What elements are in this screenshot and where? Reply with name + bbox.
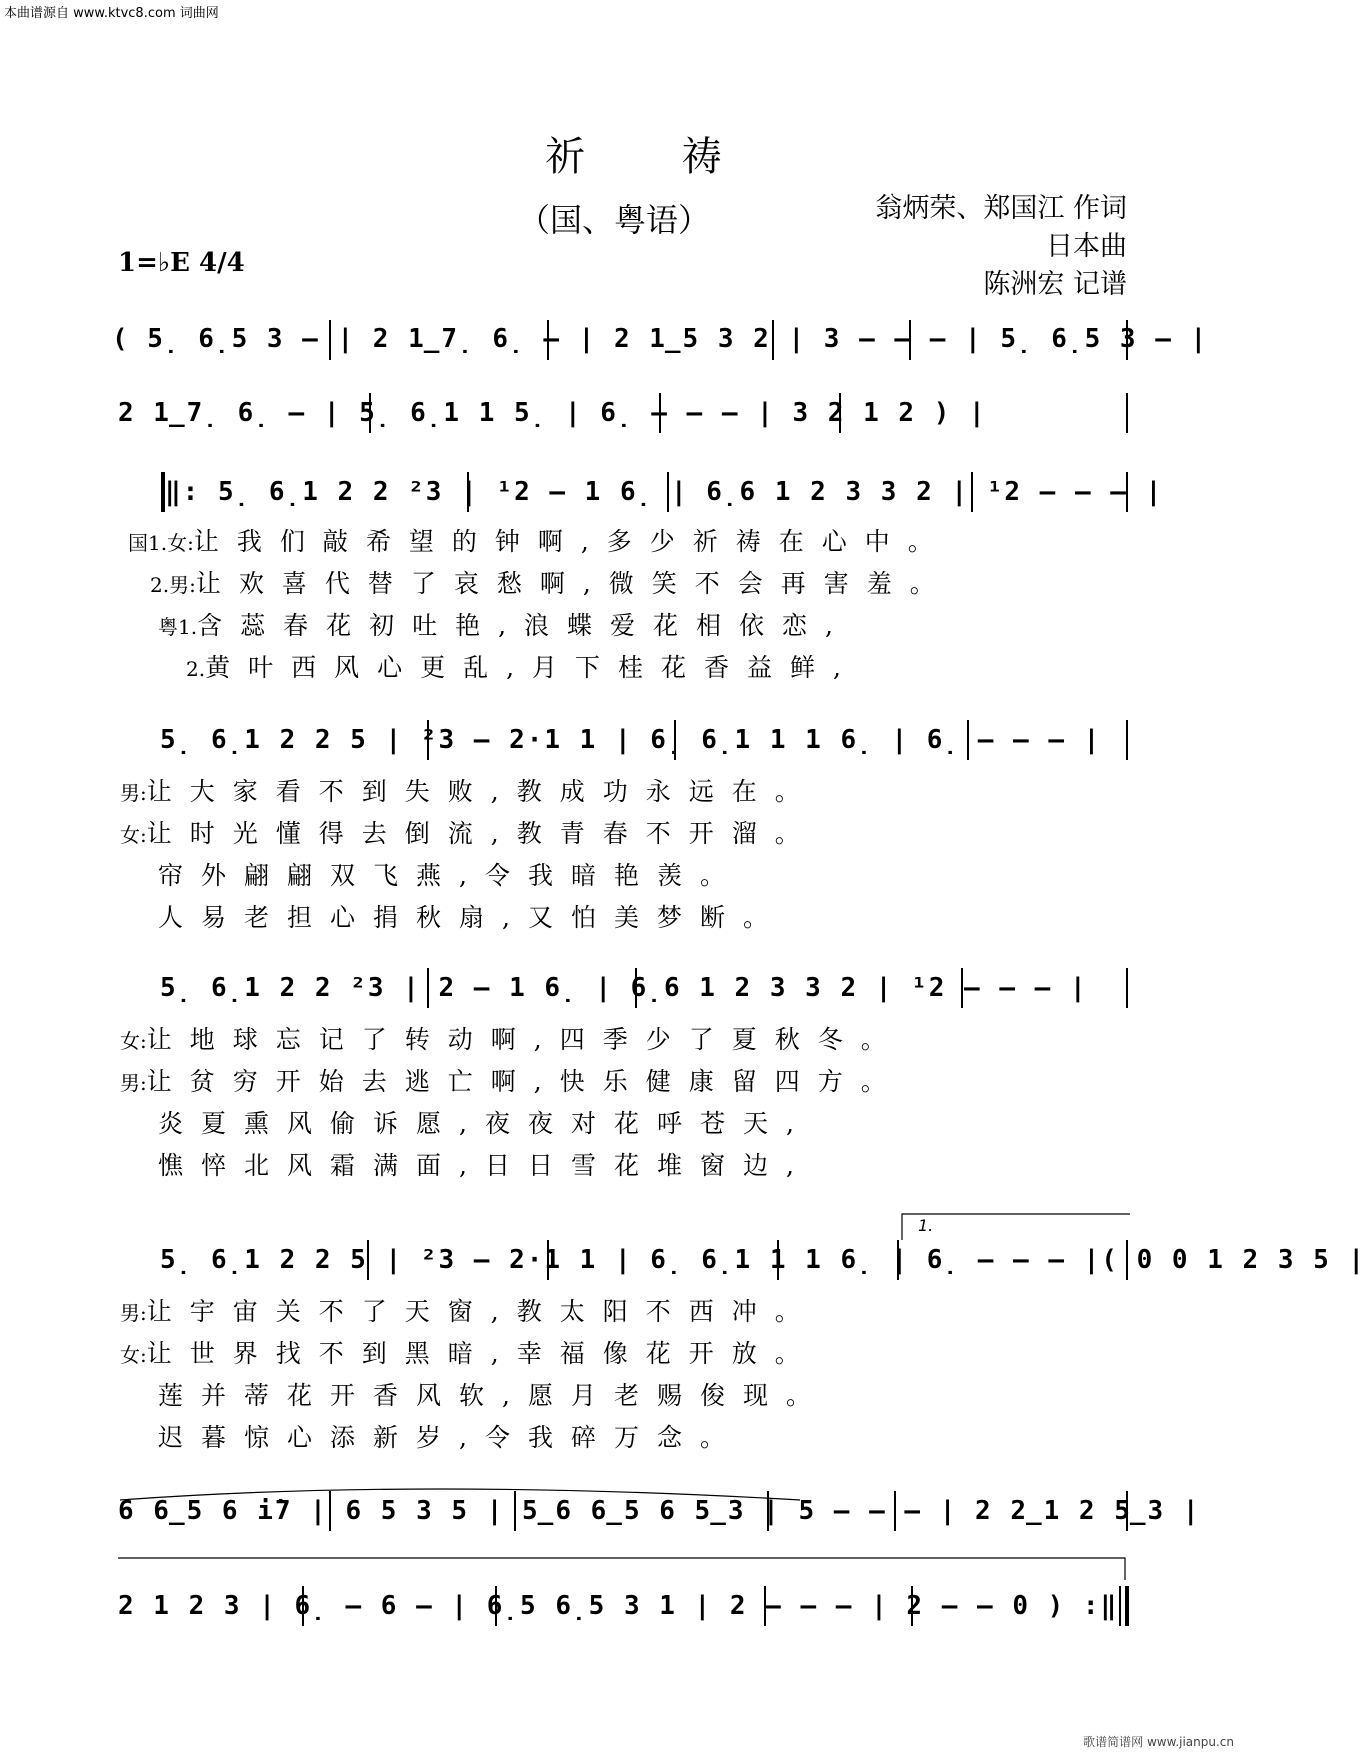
key-signature: 1=♭E 4/4: [118, 248, 245, 278]
system-2-notes: 2 1̲7̣ 6̣ – | 5̣ 6̣1 1 5̣ | 6̣ – – – | 3 2 1 2 ) |: [118, 398, 987, 428]
lyric-line: 人易老担心捐秋扇,又怕美梦断。: [158, 903, 786, 932]
lyric-line: 女:让世界找不到黑暗,幸福像花开放。: [120, 1339, 818, 1368]
lyric-line: 男:让宇宙关不了天窗,教太阳不西冲。: [120, 1297, 818, 1326]
lyricist-credit: 翁炳荣、郑国江 作词: [875, 193, 1127, 224]
lyric-line: 2.黄叶西风心更乱,月下桂花香益鲜,: [186, 653, 859, 682]
volta-ending-1: 1.: [918, 1216, 934, 1235]
system-6-notes: 5̣ 6̣1 2 2 5 | ²3 – 2·1 1 | 6̣ 6̣1 1 1 6̣ | 6̣ – – – |( 0 0 1 2 3 5 |: [160, 1245, 1366, 1275]
song-title: 祈 祷: [545, 134, 764, 180]
footer-watermark: 歌谱简谱网 www.jianpu.cn: [1083, 1735, 1234, 1749]
lyric-line: 女:让地球忘记了转动啊,四季少了夏秋冬。: [120, 1025, 904, 1054]
lyric-line: 粤1.含蕊春花初吐艳,浪蝶爱花相依恋,: [158, 611, 851, 640]
system-3-notes: ‖: 5̣ 6̣1 2 2 ²3 | ¹2 – 1 6̣ | 6̣6 1 2 3 3 2 | ¹2 – – – |: [165, 477, 1164, 507]
lyric-line: 憔悴北风霜满面,日日雪花堆窗边,: [158, 1151, 812, 1180]
system-5-notes: 5̣ 6̣1 2 2 ²3 | 2 – 1 6̣ | 6̣6 1 2 3 3 2 | ¹2 – – – |: [160, 973, 1088, 1003]
lyric-line: 男:让大家看不到失败,教成功永远在。: [120, 777, 818, 806]
lyric-line: 莲并蒂花开香风软,愿月老赐俊现。: [158, 1381, 829, 1410]
lyric-line: 2.男:让欢喜代替了哀愁啊,微笑不会再害羞。: [150, 569, 953, 598]
system-1-notes: ( 5̣ 6̣5 3 – | 2 1̲7̣ 6̣ – | 2 1̲5 3 2 | 3 – – – | 5̣ 6̣5 3 – |: [112, 324, 1209, 354]
lyric-line: 国1.女:让我们敲希望的钟啊,多少祈祷在心中。: [128, 527, 951, 556]
system-8-notes: 2 1 2 3 | 6̣ – 6 – | 6̣5 6̣5 3 1 | 2 – – – | 2 – – 0 ) :‖: [118, 1591, 1119, 1621]
composer-credit: 日本曲: [1046, 231, 1127, 262]
song-subtitle: （国、粤语）: [518, 201, 711, 239]
lyric-line: 迟暮惊心添新岁,令我碎万念。: [158, 1423, 743, 1452]
system-4-notes: 5̣ 6̣1 2 2 5 | ²3 – 2·1 1 | 6̣ 6̣1 1 1 6̣ | 6̣ – – – |: [160, 725, 1102, 755]
system-7-notes: 6 6̲5 6 i̇7 | 6 5 3 5 | 5̲6 6̲5 6 5̲3 | 5 – – – | 2 2̲1 2 5̲3 |: [118, 1496, 1201, 1526]
transcriber-credit: 陈洲宏 记谱: [983, 269, 1127, 300]
source-note: 本曲谱源自 www.ktvc8.com 词曲网: [4, 6, 219, 21]
lyric-line: 帘外翩翩双飞燕,令我暗艳羡。: [158, 861, 743, 890]
lyric-line: 男:让贫穷开始去逃亡啊,快乐健康留四方。: [120, 1067, 904, 1096]
lyric-line: 炎夏熏风偷诉愿,夜夜对花呼苍天,: [158, 1109, 812, 1138]
lyric-line: 女:让时光懂得去倒流,教青春不开溜。: [120, 819, 818, 848]
